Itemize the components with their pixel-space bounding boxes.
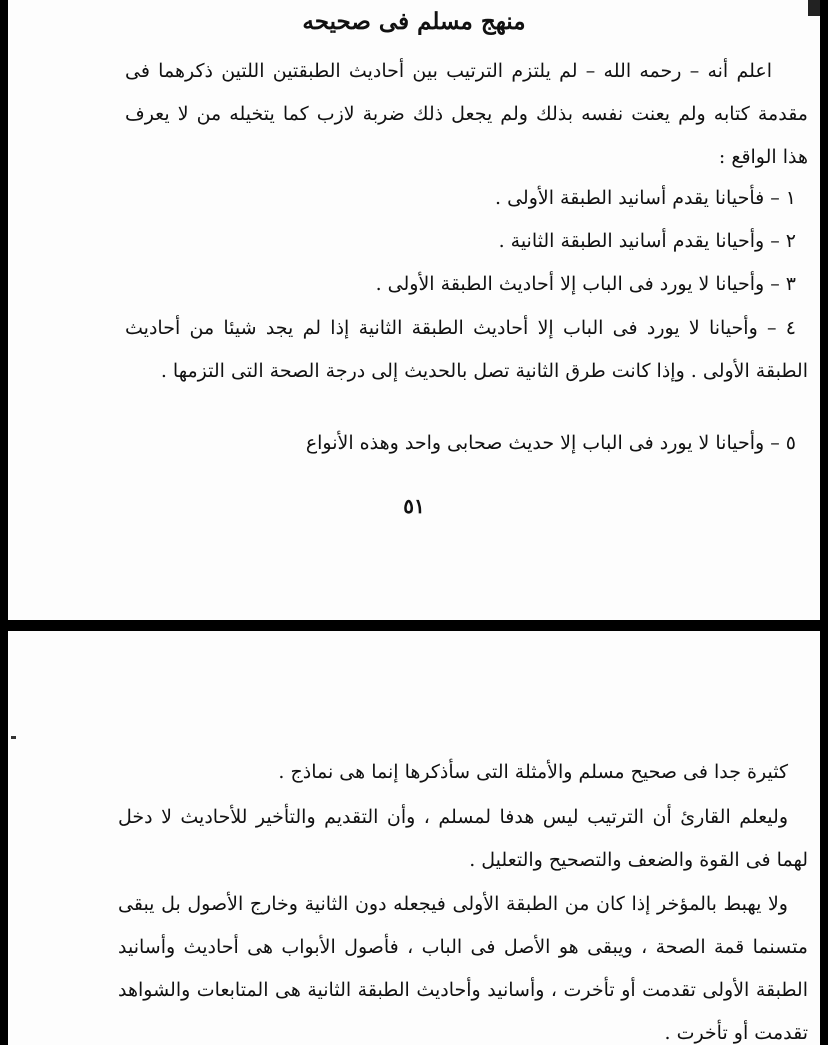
chapter-title: منهج مسلم فى صحيحه [302,8,526,35]
list-item-2: ٢ – وأحيانا يقدم أسانيد الطبقة الثانية . [498,230,796,252]
book-page-51 [8,0,820,620]
list-item-5: ٥ – وأحيانا لا يورد فى الباب إلا حديث صحابى واحد وهذه الأنواع [305,432,796,454]
page-number: ٥١ [403,494,425,518]
intro-paragraph: اعلم أنه – رحمه الله – لم يلتزم الترتيب بين أحاديث الطبقتين اللتين ذكرهما فى مقدمة كتابه ولم يعنت نفسه بذلك ولم يجعل ذلك ضربة لازب كما يتخيله من لا يعرف هذا الواقع : [125,60,808,168]
scan-edge-mark [11,736,16,739]
list-item-3: ٣ – وأحيانا لا يورد فى الباب إلا أحاديث الطبقة الأولى . [375,273,796,295]
book-page-52 [8,631,820,1045]
paragraph-order: وليعلم القارئ أن الترتيب ليس هدفا لمسلم ، وأن التقديم والتأخير للأحاديث لا دخل لهما فى القوة والضعف والتصحيح والتعليل . [118,806,808,871]
list-item-1: ١ – فأحيانا يقدم أسانيد الطبقة الأولى . [495,187,796,209]
list-item-4: ٤ – وأحيانا لا يورد فى الباب إلا أحاديث الطبقة الثانية إذا لم يجد شيئا من أحاديث الطبقة الأولى . وإذا كانت طرق الثانية تصل بالحديث إلى درجة الصحة التى التزمها . [125,317,808,382]
paragraph-continuation: كثيرة جدا فى صحيح مسلم والأمثلة التى سأذكرها إنما هى نماذج . [278,761,788,783]
paragraph-delayed: ولا يهبط بالمؤخر إذا كان من الطبقة الأولى فيجعله دون الثانية وخارج الأصول بل يبقى متسنما قمة الصحة ، ويبقى هو الأصل فى الباب ، فأصول الأبواب هى أحاديث وأسانيد الطبقة الأولى تقدمت أو تأخرت ، وأسانيد وأحاديث الطبقة الثانية هى المتابعات والشواهد تقدمت أو تأخرت . [118,893,808,1044]
